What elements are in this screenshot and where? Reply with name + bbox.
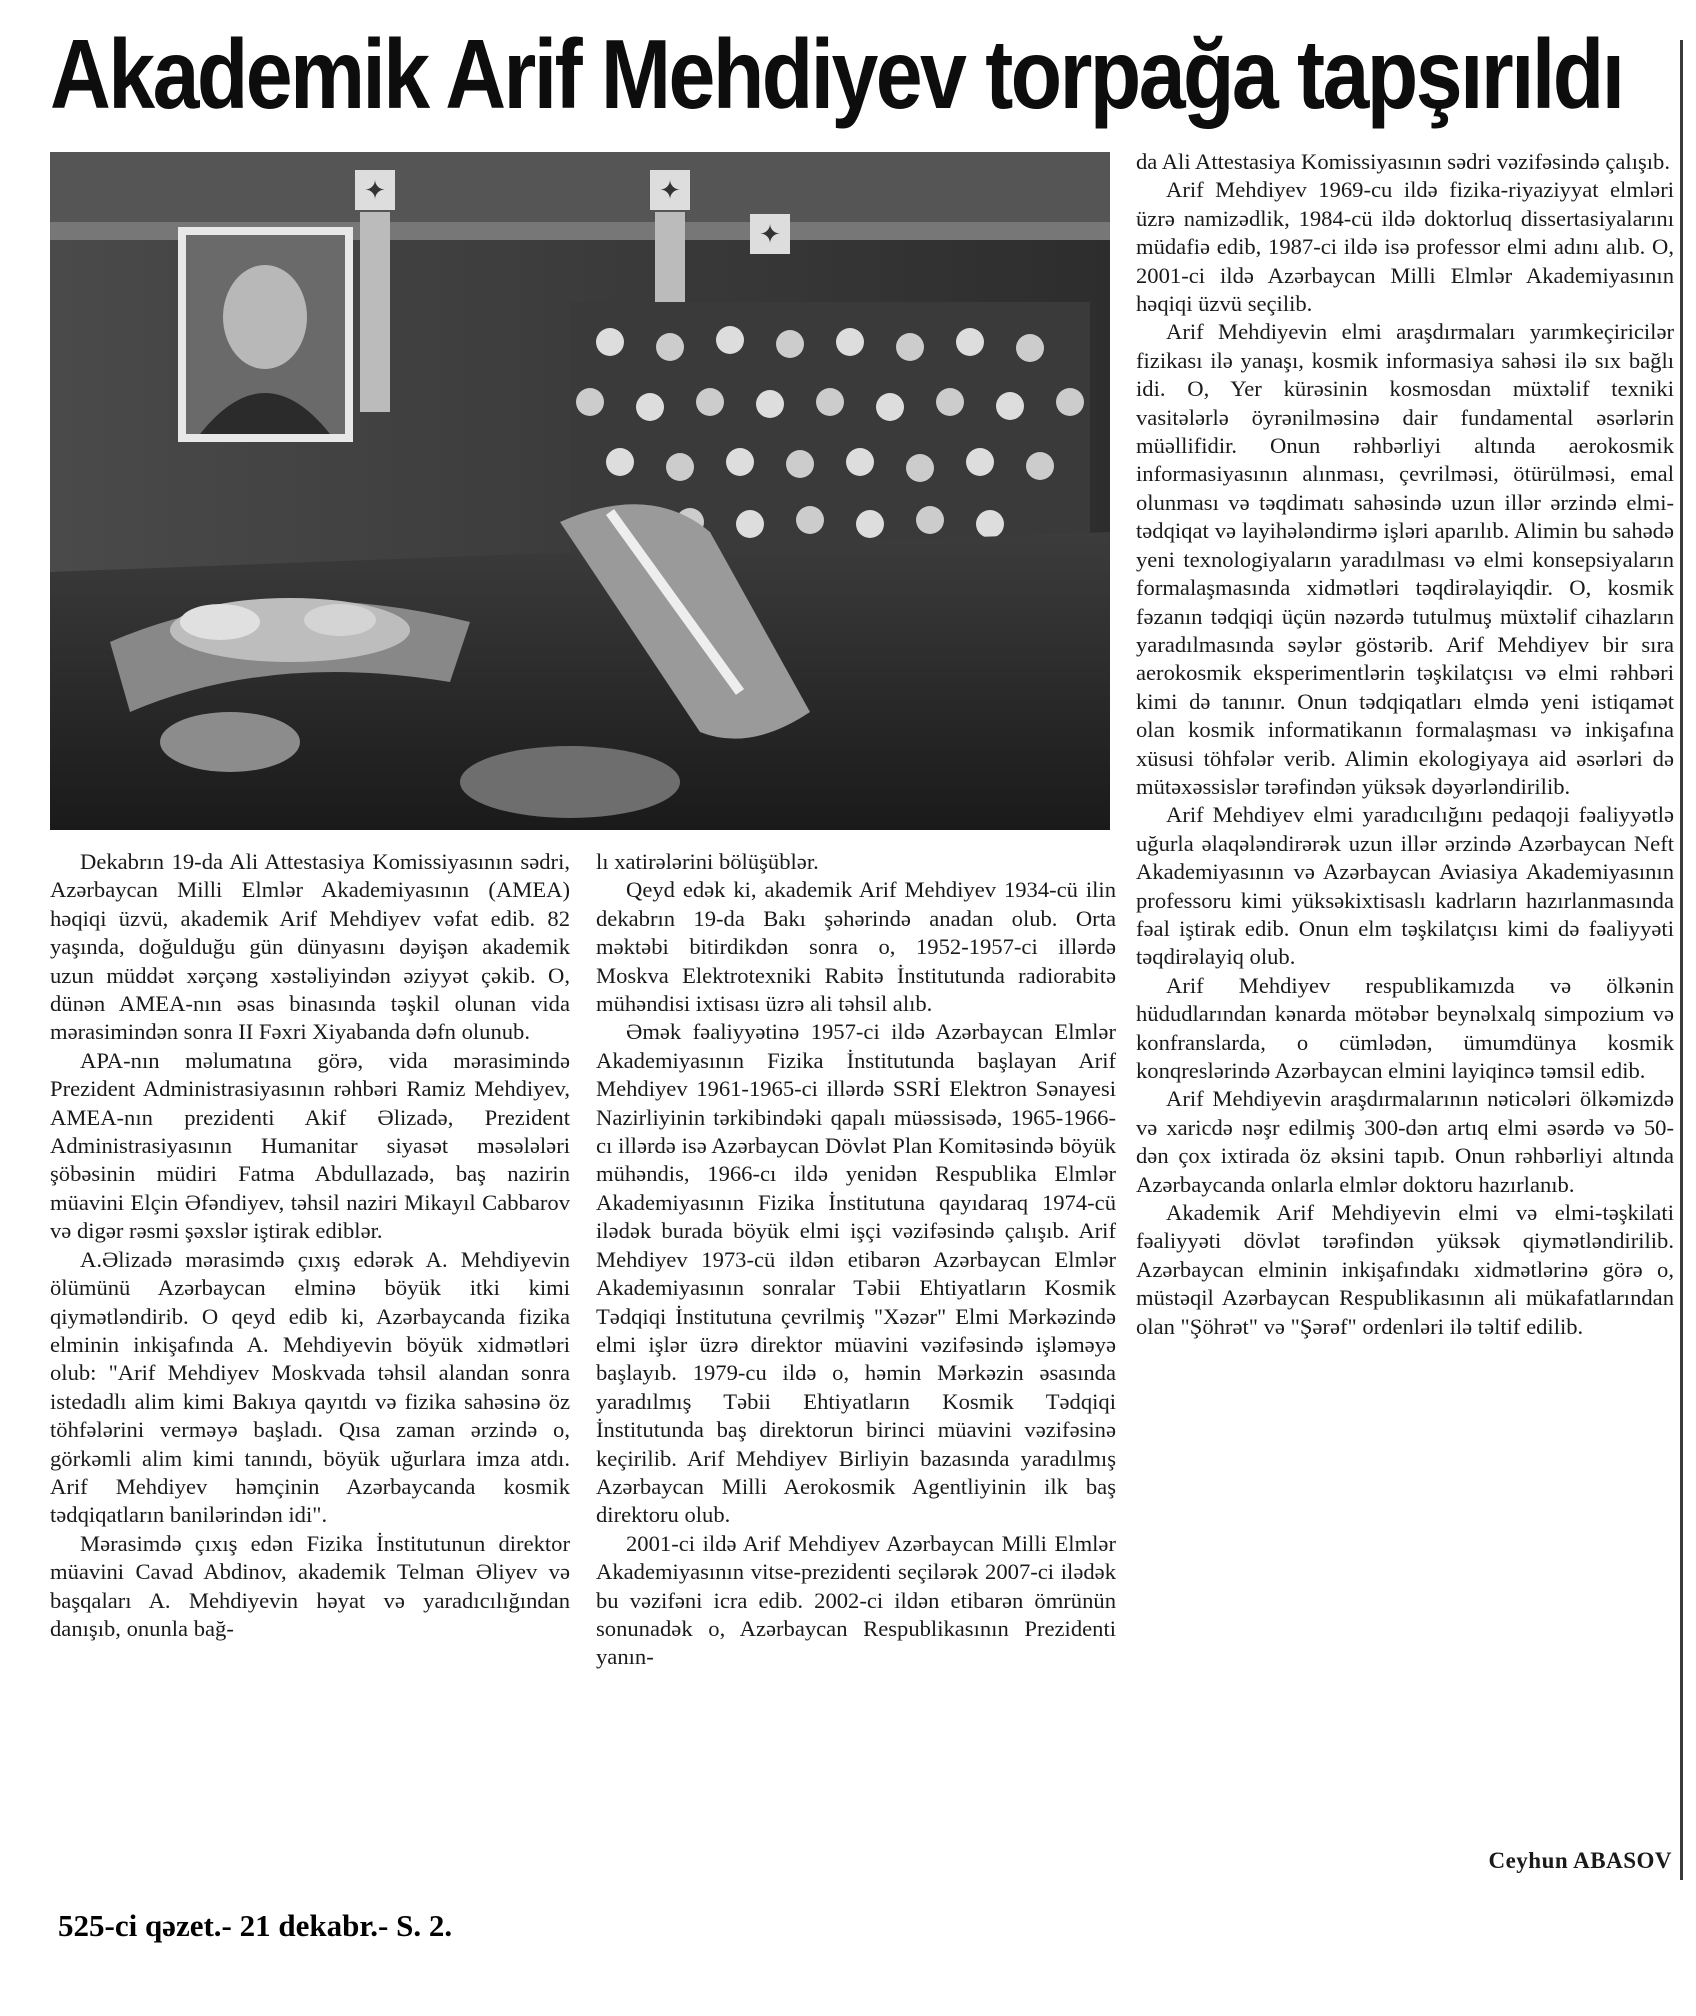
paragraph: Arif Mehdiyevin elmi araşdırmaları yarımkeçiricilər fizikası ilə yanaşı, kosmik informasiya sahəsi ilə sıx bağlı idi. O, Yer kürəsinin kosmosdan müxtəlif texniki vasitələrlə öyrənilməsinə dair fundamental əsərlərin müəllifidir. Onun rəhbərliyi altında aerokosmik informasiyasının alınması, çevrilməsi, ötürülməsi, emal olunması və təqdimatı sahəsində uzun illər ərzində elmi-tədqiqat və layihələndirmə işləri aparılıb. Alimin bu sahədə yeni texnologiyaların yaradılması və elmi konsepsiyaların formalaşmasında xidmətləri təqdirəlayiqdir. O, kosmik fəzanın tədqiqi üçün nəzərdə tutulmuş müxtəlif cihazların yaradılmasında səylər göstərib. Arif Mehdiyev bir sıra aerokosmik eksperimentlərin təşkilatçısı və elmi rəhbəri kimi də tanınır. Onun tədqiqatları elmdə yeni istiqamət olan kosmik informatikanın formalaşması və inkişafına xüsusi töhfələr verib. Alimin ekologiyaya aid əsərləri də mütəxəssislər tərəfindən yüksək dəyərləndirilib.: [1136, 319, 1674, 799]
emblem-icon: [750, 214, 790, 254]
paragraph: Akademik Arif Mehdiyevin elmi və elmi-təşkilati fəaliyyəti dövlət tərəfindən yüksək qiymətləndirilib. Azərbaycan elminin inkişafındakı xidmətlərinə görə o, müstəqil Azərbaycan Respublikasının ali mükafatlarından olan "Şöhrət" və "Şərəf" ordenləri ilə təltif edilib.: [1136, 1200, 1674, 1339]
article-column-2: [596, 848, 1116, 1672]
source-citation: 525-ci qəzet.- 21 dekabr.- S. 2.: [58, 1908, 453, 1943]
svg-text:✦: ✦: [659, 176, 681, 205]
emblem-icon: [650, 170, 690, 210]
emblem-icon: [355, 170, 395, 210]
paragraph: Mərasimdə çıxış edən Fizika İnstitutunun direktor müavini Cavad Abdinov, akademik Telman Əliyev və başqaları A. Mehdiyevin həyat və yaradıcılığından danışıb, onunla bağ-: [50, 1530, 570, 1641]
paragraph: 2001-ci ildə Arif Mehdiyev Azərbaycan Milli Elmlər Akademiyasının vitse-prezidenti seçilərək 2007-ci ilədək bu vəzifəni icra edib. 2002-ci ildən etibarən ömrünün sonunadək o, Azərbaycan Respublikasının Prezidenti yanın-: [596, 1530, 1116, 1670]
author-signature: Ceyhun ABASOV: [1488, 1848, 1672, 1873]
paragraph: Arif Mehdiyev elmi yaradıcılığını pedaqoji fəaliyyətlə uğurla əlaqələndirərək uzun illər ərzində Azərbaycan Neft Akademiyasının və Azərbaycan Aviasiya Akademiyasının professoru kimi yüksəkixtisaslı kadrların hazırlanmasında fəal iştirak edib. Onun elm təşkilatçısı kimi də fəaliyyəti təqdirəlayiq olub.: [1136, 802, 1674, 970]
headline: Akademik Arif Mehdiyev torpağa tapşırıldı: [50, 19, 1623, 129]
portrait-frame: [178, 227, 353, 442]
funeral-photo: [50, 152, 1110, 830]
paragraph: Dekabrın 19-da Ali Attestasiya Komissiyasının sədri, Azərbaycan Milli Elmlər Akademiyasının (AMEA) həqiqi üzvü, akademik Arif Mehdiyev vəfat edib. 82 yaşında, doğulduğu gün dünyasını dəyişən akademik uzun müddət xərçəng xəstəliyindən əziyyət çəkib. O, dünən AMEA-nın əsas binasında təşkil olunan vida mərasimindən sonra II Fəxri Xiyabanda dəfn olunub.: [50, 849, 570, 1045]
paragraph-continuation: lı xatirələrini bölüşüblər.: [596, 849, 819, 874]
article-column-1: [50, 848, 570, 1643]
svg-text:✦: ✦: [759, 220, 781, 249]
paragraph: Arif Mehdiyevin araşdırmalarının nəticələri ölkəmizdə və xaricdə nəşr edilmiş 300-dən artıq elmi əsərdə və 50-dən çox ixtirada öz əksini tapıb. Onun rəhbərliyi altında Azərbaycanda onlarla elmlər doktoru hazırlanıb.: [1136, 1086, 1674, 1197]
paragraph: A.Əlizadə mərasimdə çıxış edərək A. Mehdiyevin ölümünü Azərbaycan elminə böyük itki kimi qiymətləndirib. O qeyd edib ki, Azərbaycanda fizika elminin inkişafında A. Mehdiyevin böyük xidmətləri olub: "Arif Mehdiyev Moskvada təhsil alandan sonra istedadlı alim kimi Bakıya qayıtdı və fizika sahəsinə öz töhfələrini verməyə başladı. Qısa zaman ərzində o, görkəmli alim kimi tanındı, böyük uğurlara imza atdı. Arif Mehdiyev həmçinin Azərbaycanda kosmik tədqiqatların banilərindən idi".: [50, 1246, 570, 1528]
paragraph: Əmək fəaliyyətinə 1957-ci ildə Azərbaycan Elmlər Akademiyasının Fizika İnstitutunda başlayan Arif Mehdiyev 1961-1965-ci illərdə SSRİ Elektron Sənayesi Nazirliyinin tərkibindəki qapalı müəssisədə, 1965-1966-cı illərdə isə Azərbaycan Dövlət Plan Komitəsində böyük mühəndis, 1966-cı ildə yenidən Respublika Elmlər Akademiyasının Fizika İnstitutuna qayıdaraq 1974-cü ilədək burada böyük elmi işçi vəzifəsində çalışıb. Arif Mehdiyev 1973-cü ildən etibarən Azərbaycan Elmlər Akademiyasının sonralar Təbii Ehtiyatların Kosmik Tədqiqi İnstitutuna çevrilmiş "Xəzər" Elmi Mərkəzində elmi işlər üzrə direktor müavini vəzifəsində işləməyə başlayıb. 1979-cu ildə o, həmin Mərkəzin əsasında yaradılmış Təbii Ehtiyatların Kosmik Tədqiqi İnstitutunda baş direktorun birinci müavini vəzifəsinə keçirilib. Arif Mehdiyev Birliyin bazasında yaradılmış Azərbaycan Milli Aerokosmik Agentliyinin ilk baş direktoru olub.: [596, 1019, 1116, 1528]
paragraph: Qeyd edək ki, akademik Arif Mehdiyev 1934-cü ilin dekabrın 19-da Bakı şəhərində anadan olub. Orta məktəbi bitirdikdən sonra o, 1952-1957-ci illərdə Moskva Elektrotexniki Rabitə İnstitutunda radiorabitə mühəndisi ixtisası üzrə ali təhsil alıb.: [596, 877, 1116, 1017]
paragraph: Arif Mehdiyev respublikamızda və ölkənin hüdudlarından kənarda mötəbər beynəlxalq simpozium və konfranslarda, o cümlədən, ümumdünya kosmik konqreslərində Azərbaycan elmini layiqincə təmsil edib.: [1136, 972, 1674, 1083]
article-column-3: [1136, 148, 1674, 1341]
paragraph: APA-nın məlumatına görə, vida mərasimində Prezident Administrasiyasının rəhbəri Ramiz Mehdiyev, AMEA-nın prezidenti Akif Əlizadə, Prezident Administrasiyasının Humanitar siyasət məsələləri şöbəsinin müdiri Fatma Abdullazadə, baş nazirin müavini Elçin Əfəndiyev, təhsil naziri Mikayıl Cabbarov və digər rəsmi şəxslər iştirak ediblər.: [50, 1047, 570, 1244]
svg-text:✦: ✦: [364, 176, 386, 205]
paragraph: Arif Mehdiyev 1969-cu ildə fizika-riyaziyyat elmləri üzrə namizədlik, 1984-cü ildə doktorluq dissertasiyalarını müdafiə edib, 1987-ci ildə isə professor elmi adını alıb. O, 2001-ci ildə Azərbaycan Milli Elmlər Akademiyasının həqiqi üzvü seçilib.: [1136, 177, 1674, 317]
column-rule: [1680, 40, 1683, 1880]
paragraph-continuation: da Ali Attestasiya Komissiyasının sədri vəzifəsində çalışıb.: [1136, 149, 1670, 174]
